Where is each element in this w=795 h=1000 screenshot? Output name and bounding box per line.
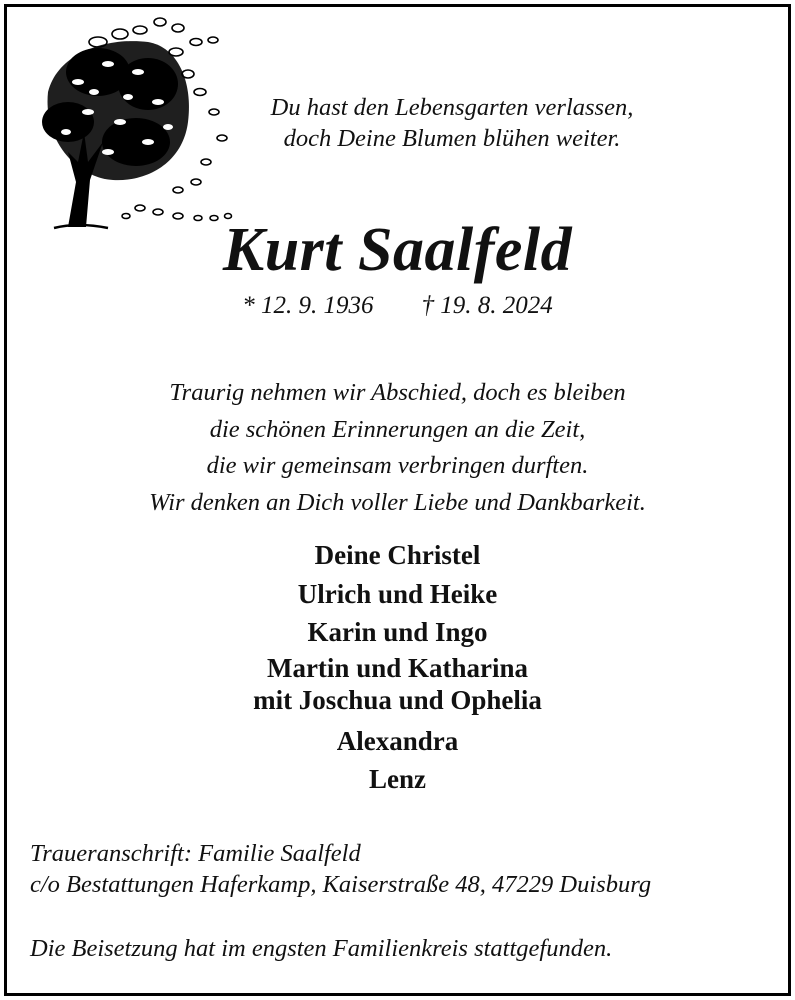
farewell-verse [0,375,795,521]
motto-line: Du hast den Lebensgarten verlassen, [270,94,634,121]
mourner: Martin und Katharina [266,652,529,683]
mourning-address [30,838,651,900]
verse-line: Wir denken an Dich voller Liebe und Dankbarkeit. [149,488,646,516]
verse-line: die wir gemeinsam verbringen durften. [206,452,589,479]
burial-note: Die Beisetzung hat im engsten Familienkreis stattgefunden. [30,935,613,962]
motto-line: doch Deine Blumen blühen weiter. [283,125,621,152]
tree-with-falling-leaves-icon [28,12,238,237]
deceased-name: Kurt Saalfeld [222,216,573,284]
mourner: Ulrich und Heike [297,578,498,609]
address-line: c/o Bestattungen Haferkamp, Kaiserstraße 48, 47229 Duisburg [30,871,652,898]
mourner: mit Joschua und Ophelia [253,684,542,715]
mourner: Deine Christel [314,540,481,570]
verse-line: die schönen Erinnerungen an die Zeit, [209,415,586,443]
life-dates [0,289,795,323]
verse-line: Traurig nehmen wir Abschied, doch es bleiben [169,379,626,406]
birth-date: * 12. 9. 1936 [242,292,374,319]
mourner: Karin und Ingo [307,617,488,647]
death-date: † 19. 8. 2024 [421,292,553,319]
mourner: Lenz [369,764,426,794]
motto [232,92,672,154]
address-line: Traueranschrift: Familie Saalfeld [30,840,361,867]
mourner: Alexandra [336,725,459,756]
mourners-list [0,536,795,799]
